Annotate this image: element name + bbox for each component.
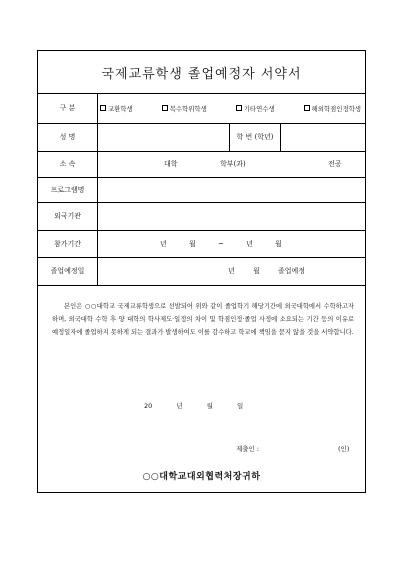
checkbox-icon[interactable]: [162, 105, 168, 111]
checkbox-icon[interactable]: [100, 105, 106, 111]
pledge-text: 본인은 ○○대학교 국제교류학생으로 선발되어 위와 같이 졸업학기 해당기간에 외국대학에서 수학하고자 하며, 외국대학 수학 후 양 대학의 학사제도·일정의 차이 및 학점인정·졸업 사정에 소요되는 기간 등의 이유로 예정일자에 졸업하지 못하게 되는 결과가 발생하여도 이를 감수하고 학교에 책임을 묻지 않을 것을 서약합니다.: [52, 303, 354, 336]
institution-field[interactable]: [98, 202, 365, 230]
college-text: 대학: [164, 160, 178, 168]
checkbox-icon[interactable]: [236, 105, 242, 111]
division-label: 구 분: [59, 104, 76, 112]
major-text: 전공: [328, 160, 342, 168]
option-exchange[interactable]: 교환학생: [100, 104, 133, 113]
affiliation-field[interactable]: [98, 151, 365, 177]
date-line: 20 년 월 일: [144, 402, 244, 410]
row-divider: [38, 285, 365, 286]
seal-mark: (인): [338, 445, 350, 453]
division-options: [100, 93, 365, 123]
affiliation-label: 소 속: [59, 160, 76, 168]
program-label: 프로그램명: [50, 185, 85, 194]
institution-label: 외국기관: [53, 212, 82, 220]
name-label: 성 명: [59, 133, 76, 141]
form-title: 국제교류학생 졸업예정자 서약서: [101, 66, 302, 82]
graduation-field[interactable]: [98, 257, 365, 285]
pledge-form: [37, 50, 366, 493]
name-field[interactable]: [98, 123, 229, 151]
period-text: 년 월 ~ 년 월: [160, 239, 282, 248]
option-dual-degree[interactable]: 복수학위학생: [162, 104, 207, 113]
graduation-text: 년 월 졸업예정: [228, 267, 306, 275]
addressee: ○○대학교대외협력처장귀하: [142, 472, 261, 482]
department-text: 학부(과): [220, 160, 246, 168]
graduation-label: 졸업예정일: [50, 267, 85, 275]
checkbox-icon[interactable]: [304, 105, 310, 111]
period-field[interactable]: [98, 230, 365, 257]
period-label: 참가기간: [53, 239, 82, 248]
submitter-label: 제출인 :: [236, 445, 260, 453]
program-field[interactable]: [98, 177, 365, 202]
student-id-field[interactable]: [281, 123, 365, 151]
option-credit-recognition[interactable]: 해외학점인정학생: [304, 104, 361, 113]
student-id-label: 학 번 (학년): [236, 133, 274, 141]
option-other-trainee[interactable]: 기타연수생: [236, 104, 275, 113]
